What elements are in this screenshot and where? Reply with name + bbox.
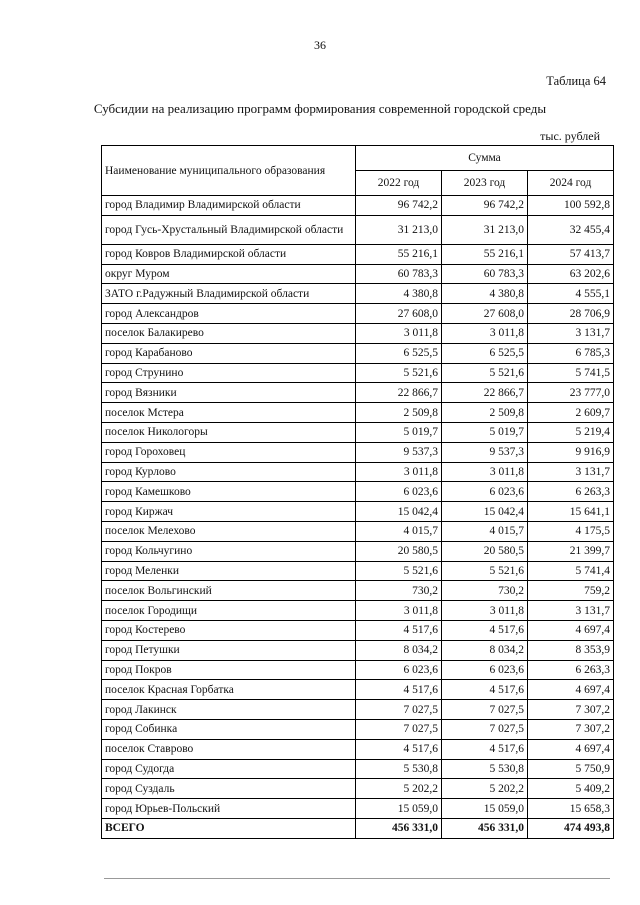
municipality-name: город Кольчугино [102,541,356,561]
table-body [102,196,614,839]
table-row [102,323,614,343]
municipality-name: город Петушки [102,640,356,660]
header-year-2022: 2022 год [356,171,442,196]
table-row [102,680,614,700]
subsidies-table [101,145,614,839]
table-row [102,660,614,680]
header-municipality: Наименование муниципального образования [102,146,356,196]
amount-2024: 3 131,7 [528,601,614,621]
amount-2023: 730,2 [442,581,528,601]
amount-2022: 4 517,6 [356,680,442,700]
table-row [102,521,614,541]
amount-2024: 6 263,3 [528,660,614,680]
municipality-name: поселок Никологоры [102,422,356,442]
header-year-2023: 2023 год [442,171,528,196]
amount-2024: 2 609,7 [528,403,614,423]
amount-2023: 6 525,5 [442,343,528,363]
amount-2022: 60 783,3 [356,264,442,284]
amount-2024: 15 658,3 [528,799,614,819]
amount-2023: 4 517,6 [442,680,528,700]
amount-2024: 6 785,3 [528,343,614,363]
amount-2023: 4 517,6 [442,739,528,759]
amount-2023: 20 580,5 [442,541,528,561]
amount-2024: 5 219,4 [528,422,614,442]
amount-2022: 4 517,6 [356,620,442,640]
table-label: Таблица 64 [546,74,606,88]
amount-2023: 15 042,4 [442,502,528,522]
municipality-name: город Струнино [102,363,356,383]
amount-2023: 60 783,3 [442,264,528,284]
amount-2024: 5 741,4 [528,561,614,581]
amount-2022: 22 866,7 [356,383,442,403]
municipality-name: город Судогда [102,759,356,779]
amount-2023: 5 019,7 [442,422,528,442]
municipality-name: поселок Балакирево [102,323,356,343]
amount-2022: 6 023,6 [356,482,442,502]
amount-2022: 55 216,1 [356,244,442,264]
amount-2023: 31 213,0 [442,215,528,244]
amount-2024: 7 307,2 [528,719,614,739]
amount-2022: 9 537,3 [356,442,442,462]
amount-2024: 3 131,7 [528,323,614,343]
municipality-name: поселок Мелехово [102,521,356,541]
municipality-name: поселок Мстера [102,403,356,423]
document-title: Субсидии на реализацию программ формирования современной городской среды [93,101,547,116]
amount-2024: 759,2 [528,581,614,601]
municipality-name: город Суздаль [102,779,356,799]
amount-2024: 474 493,8 [528,818,614,838]
amount-2022: 3 011,8 [356,601,442,621]
amount-2023: 456 331,0 [442,818,528,838]
table-row [102,422,614,442]
amount-2023: 8 034,2 [442,640,528,660]
amount-2022: 31 213,0 [356,215,442,244]
amount-2023: 4 015,7 [442,521,528,541]
amount-2023: 4 380,8 [442,284,528,304]
amount-2024: 15 641,1 [528,502,614,522]
amount-2023: 3 011,8 [442,462,528,482]
amount-2024: 28 706,9 [528,304,614,324]
municipality-name: город Лакинск [102,700,356,720]
table-row [102,442,614,462]
amount-2023: 3 011,8 [442,601,528,621]
table-row [102,581,614,601]
amount-2022: 2 509,8 [356,403,442,423]
amount-2024: 5 750,9 [528,759,614,779]
amount-2024: 4 175,5 [528,521,614,541]
municipality-name: город Покров [102,660,356,680]
municipality-name: город Гусь-Хрустальный Владимирской области [102,215,356,244]
amount-2024: 57 413,7 [528,244,614,264]
page-number: 36 [314,38,326,52]
municipality-name: город Юрьев-Польский [102,799,356,819]
amount-2022: 3 011,8 [356,323,442,343]
amount-2023: 27 608,0 [442,304,528,324]
municipality-name: город Камешково [102,482,356,502]
amount-2022: 6 525,5 [356,343,442,363]
amount-2023: 7 027,5 [442,719,528,739]
municipality-name: поселок Ставрово [102,739,356,759]
amount-2024: 63 202,6 [528,264,614,284]
amount-2024: 23 777,0 [528,383,614,403]
amount-2022: 5 019,7 [356,422,442,442]
municipality-name: город Вязники [102,383,356,403]
municipality-name: округ Муром [102,264,356,284]
amount-2023: 4 517,6 [442,620,528,640]
municipality-name: город Костерево [102,620,356,640]
amount-2022: 8 034,2 [356,640,442,660]
table-row [102,244,614,264]
amount-2024: 21 399,7 [528,541,614,561]
table-row [102,561,614,581]
amount-2023: 22 866,7 [442,383,528,403]
amount-2022: 7 027,5 [356,719,442,739]
table-row [102,541,614,561]
table-row [102,700,614,720]
table-row [102,462,614,482]
table-row [102,264,614,284]
amount-2022: 456 331,0 [356,818,442,838]
amount-2023: 5 521,6 [442,363,528,383]
municipality-name: город Александров [102,304,356,324]
table-row [102,482,614,502]
amount-2022: 4 015,7 [356,521,442,541]
amount-2024: 100 592,8 [528,196,614,216]
table-row [102,759,614,779]
amount-2023: 9 537,3 [442,442,528,462]
amount-2024: 8 353,9 [528,640,614,660]
table-row [102,779,614,799]
amount-2022: 3 011,8 [356,462,442,482]
amount-2024: 6 263,3 [528,482,614,502]
amount-2023: 15 059,0 [442,799,528,819]
amount-2024: 7 307,2 [528,700,614,720]
table-row [102,739,614,759]
table-row [102,304,614,324]
amount-2022: 20 580,5 [356,541,442,561]
amount-2022: 7 027,5 [356,700,442,720]
municipality-name: город Киржач [102,502,356,522]
table-row [102,620,614,640]
amount-2023: 6 023,6 [442,660,528,680]
units-label: тыс. рублей [540,129,600,143]
municipality-name: поселок Вольгинский [102,581,356,601]
amount-2023: 6 023,6 [442,482,528,502]
amount-2022: 15 042,4 [356,502,442,522]
table-row [102,215,614,244]
header-sum: Сумма [356,146,614,171]
municipality-name: поселок Красная Горбатка [102,680,356,700]
amount-2022: 96 742,2 [356,196,442,216]
municipality-name: город Гороховец [102,442,356,462]
amount-2023: 5 202,2 [442,779,528,799]
amount-2024: 9 916,9 [528,442,614,462]
amount-2024: 3 131,7 [528,462,614,482]
amount-2024: 4 555,1 [528,284,614,304]
amount-2022: 4 380,8 [356,284,442,304]
table-row [102,640,614,660]
amount-2022: 5 521,6 [356,363,442,383]
bottom-rule [104,878,610,879]
table-row [102,196,614,216]
municipality-name: город Ковров Владимирской области [102,244,356,264]
table-row [102,363,614,383]
amount-2024: 4 697,4 [528,620,614,640]
municipality-name: город Владимир Владимирской области [102,196,356,216]
municipality-name: город Курлово [102,462,356,482]
amount-2022: 5 521,6 [356,561,442,581]
amount-2022: 5 530,8 [356,759,442,779]
amount-2023: 7 027,5 [442,700,528,720]
amount-2024: 4 697,4 [528,680,614,700]
amount-2024: 5 409,2 [528,779,614,799]
municipality-name: город Меленки [102,561,356,581]
header-year-2024: 2024 год [528,171,614,196]
table-row [102,502,614,522]
municipality-name: город Собинка [102,719,356,739]
amount-2022: 730,2 [356,581,442,601]
municipality-name: поселок Городищи [102,601,356,621]
table-row [102,719,614,739]
municipality-name: ВСЕГО [102,818,356,838]
amount-2023: 3 011,8 [442,323,528,343]
amount-2022: 5 202,2 [356,779,442,799]
amount-2023: 2 509,8 [442,403,528,423]
amount-2023: 55 216,1 [442,244,528,264]
table-row [102,601,614,621]
amount-2022: 6 023,6 [356,660,442,680]
table-row [102,284,614,304]
table-row [102,403,614,423]
amount-2023: 5 521,6 [442,561,528,581]
table-row [102,383,614,403]
amount-2023: 96 742,2 [442,196,528,216]
amount-2024: 32 455,4 [528,215,614,244]
amount-2024: 5 741,5 [528,363,614,383]
table-row [102,799,614,819]
amount-2022: 27 608,0 [356,304,442,324]
amount-2024: 4 697,4 [528,739,614,759]
municipality-name: город Карабаново [102,343,356,363]
amount-2022: 4 517,6 [356,739,442,759]
table-row [102,343,614,363]
total-row [102,818,614,838]
municipality-name: ЗАТО г.Радужный Владимирской области [102,284,356,304]
amount-2022: 15 059,0 [356,799,442,819]
amount-2023: 5 530,8 [442,759,528,779]
